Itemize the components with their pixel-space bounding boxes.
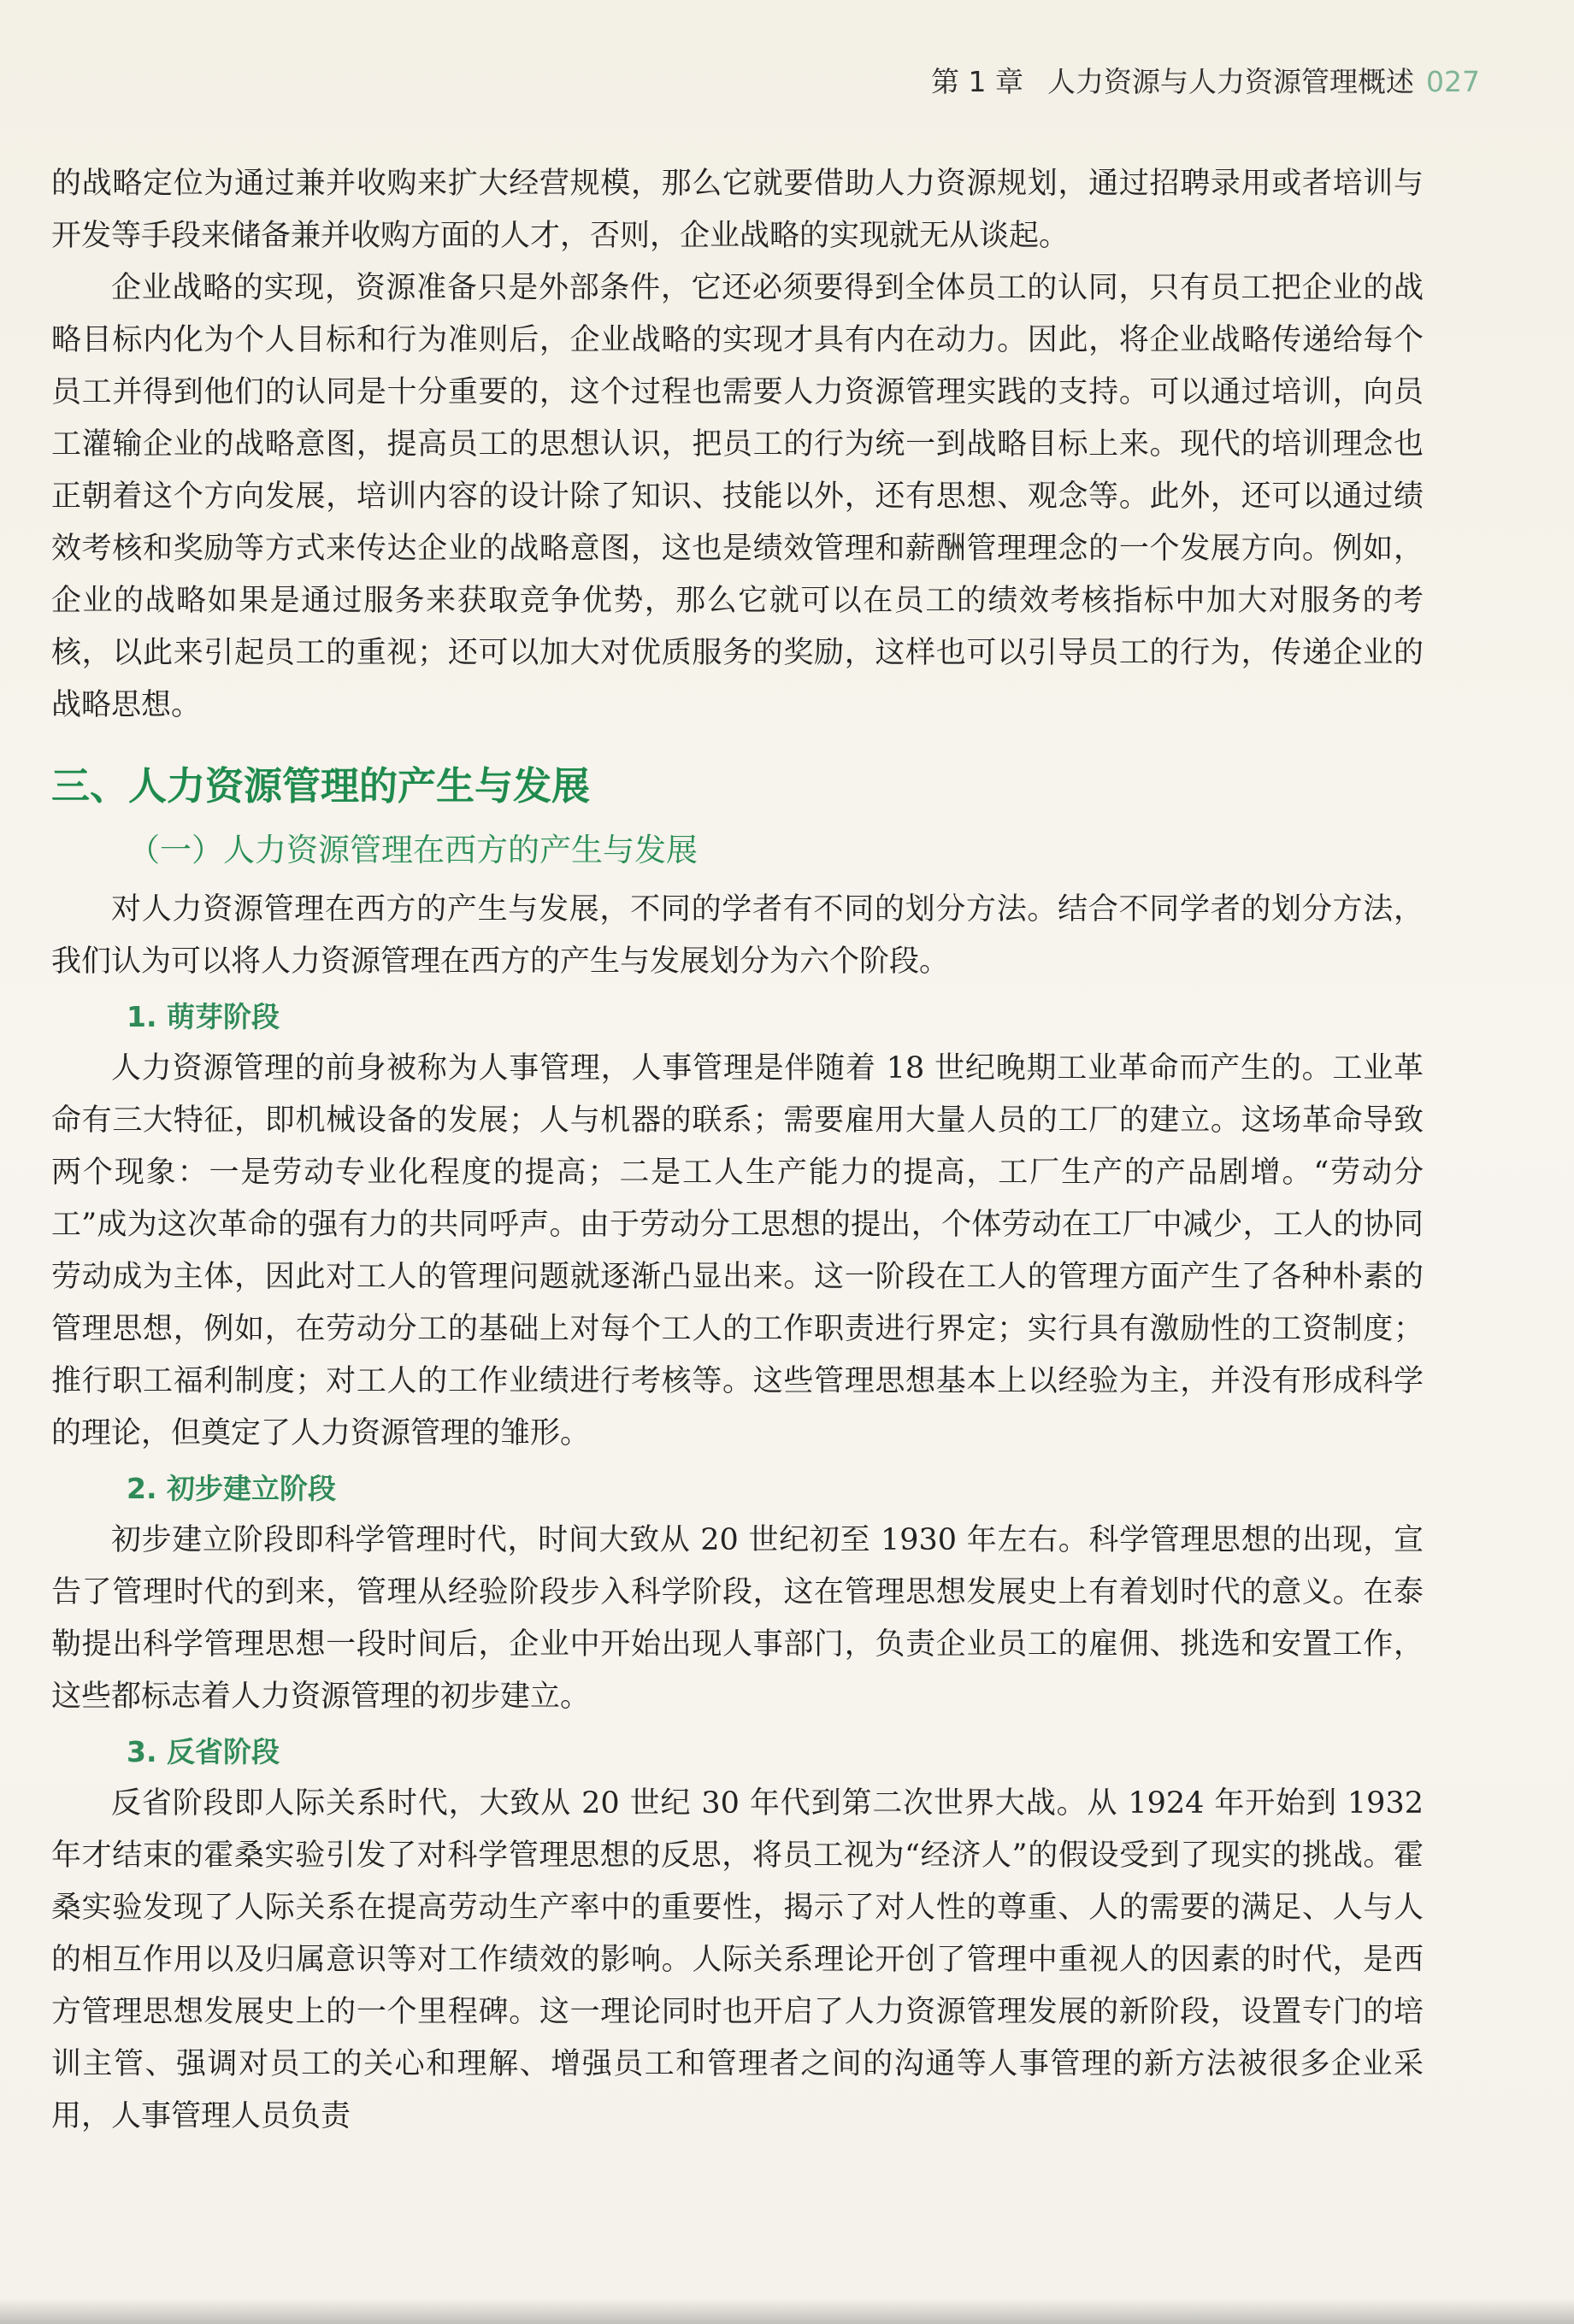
stage-heading-reflection: 3. 反省阶段 [127, 1735, 280, 1768]
stage-heading-initial: 2. 初步建立阶段 [127, 1472, 336, 1505]
page-number: 027 [1426, 65, 1480, 98]
paragraph-continuation: 的战略定位为通过兼并收购来扩大经营规模，那么它就要借助人力资源规划，通过招聘录用或者培训与开发等手段来储备兼并收购方面的人才，否则，企业战略的实现就无从谈起。 [51, 167, 1424, 253]
paragraph-intro: 对人力资源管理在西方的产生与发展，不同的学者有不同的划分方法。结合不同学者的划分方法，我们认为可以将人力资源管理在西方的产生与发展划分为六个阶段。 [51, 892, 1424, 979]
paragraph-strategy: 企业战略的实现，资源准备只是外部条件，它还必须要得到全体员工的认同，只有员工把企业的战略目标内化为个人目标和行为准则后，企业战略的实现才具有内在动力。因此，将企业战略传递给每个员工并得到他们的认同是十分重要的，这个过程也需要人力资源管理实践的支持。可以通过培训，向员工灌输企业的战略意图，提高员工的思想认识，把员工的行为统一到战略目标上来。现代的培训理念也正朝着这个方向发展，培训内容的设计除了知识、技能以外，还有思想、观念等。此外，还可以通过绩效考核和奖励等方式来传达企业的战略意图，这也是绩效管理和薪酬管理理念的一个发展方向。例如，企业的战略如果是通过服务来获取竞争优势，那么它就可以在员工的绩效考核指标中加大对服务的考核，以此来引起员工的重视；还可以加大对优质服务的奖励，这样也可以引导员工的行为，传递企业的战略思想。 [51, 271, 1424, 722]
running-header [931, 60, 1480, 100]
paragraph-sprout-stage: 人力资源管理的前身被称为人事管理，人事管理是伴随着 18 世纪晚期工业革命而产生的。工业革命有三大特征，即机械设备的发展；人与机器的联系；需要雇用大量人员的工厂的建立。这场革命导致两个现象：一是劳动专业化程度的提高；二是工人生产能力的提高，工厂生产的产品剧增。“劳动分工”成为这次革命的强有力的共同呼声。由于劳动分工思想的提出，个体劳动在工厂中减少，工人的协同劳动成为主体，因此对工人的管理问题就逐渐凸显出来。这一阶段在工人的管理方面产生了各种朴素的管理思想，例如，在劳动分工的基础上对每个工人的工作职责进行界定；实行具有激励性的工资制度；推行职工福利制度；对工人的工作业绩进行考核等。这些管理思想基本上以经验为主，并没有形成科学的理论，但奠定了人力资源管理的雏形。 [51, 1051, 1424, 1450]
paragraph-reflection-stage: 反省阶段即人际关系时代，大致从 20 世纪 30 年代到第二次世界大战。从 1924 年开始到 1932 年才结束的霍桑实验引发了对科学管理思想的反思，将员工视为“经济人”的假设受到了现实的挑战。霍桑实验发现了人际关系在提高劳动生产率中的重要性，揭示了对人性的尊重、人的需要的满足、人与人的相互作用以及归属意识等对工作绩效的影响。人际关系理论开创了管理中重视人的因素的时代，是西方管理思想发展史上的一个里程碑。这一理论同时也开启了人力资源管理发展的新阶段，设置专门的培训主管、强调对员工的关心和理解、增强员工和管理者之间的沟通等人事管理的新方法被很多企业采用，人事管理人员负责 [51, 1786, 1424, 2133]
chapter-label: 第 1 章 [931, 65, 1023, 98]
paragraph-initial-stage: 初步建立阶段即科学管理时代，时间大致从 20 世纪初至 1930 年左右。科学管理思想的出现，宣告了管理时代的到来，管理从经验阶段步入科学阶段，这在管理思想发展史上有着划时代的意义。在泰勒提出科学管理思想一段时间后，企业中开始出现人事部门，负责企业员工的雇佣、挑选和安置工作，这些都标志着人力资源管理的初步建立。 [51, 1523, 1424, 1714]
subsection-heading: （一）人力资源管理在西方的产生与发展 [128, 832, 698, 868]
page-body [51, 158, 1424, 2143]
stage-heading-sprout: 1. 萌芽阶段 [127, 1000, 280, 1033]
chapter-title: 人力资源与人力资源管理概述 [1047, 65, 1414, 98]
section-heading: 三、人力资源管理的产生与发展 [51, 763, 591, 809]
